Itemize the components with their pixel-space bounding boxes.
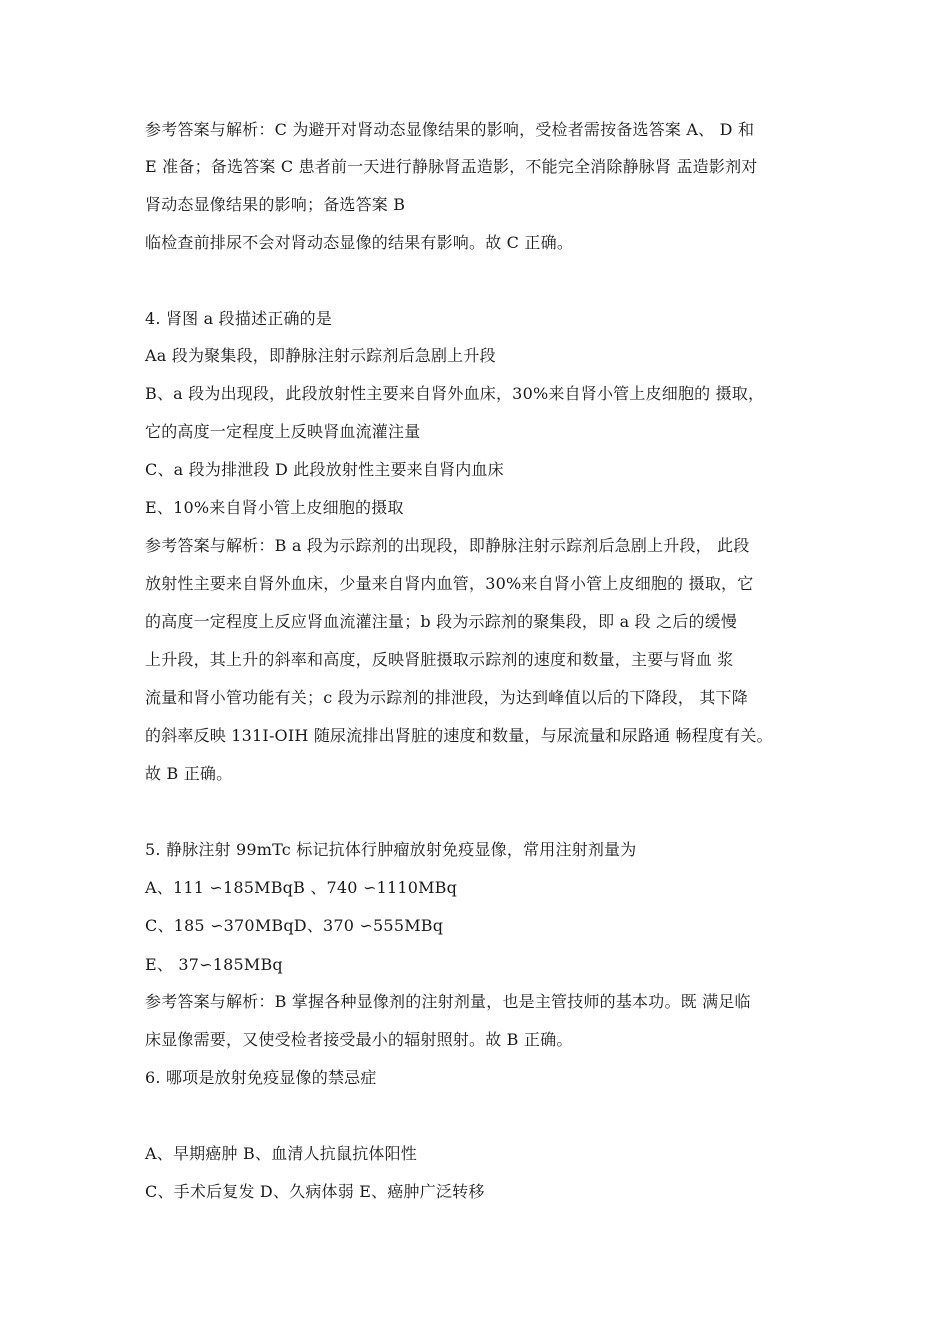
option-line: C、185 ∽370MBqD、370 ∽555MBq [145, 916, 444, 935]
option-line: C、手术后复发 D、久病体弱 E、癌肿广泛转移 [145, 1182, 485, 1201]
option-line: Aa 段为聚集段，即静脉注射示踪剂后急剧上升段 [145, 346, 496, 365]
question-title: 6. 哪项是放射免疫显像的禁忌症 [145, 1068, 377, 1087]
option-line: E、 37∽185MBq [145, 955, 283, 974]
text-line: 参考答案与解析：B a 段为示踪剂的出现段，即静脉注射示踪剂后急剧上升段， 此段 [145, 536, 750, 555]
text-line: 的斜率反映 131I-OIH 随尿流排出肾脏的速度和数量，与尿流量和尿路通 畅程度有关。 [145, 726, 773, 745]
text-line: 放射性主要来自肾外血床，少量来自肾内血管，30%来自肾小管上皮细胞的 摄取，它 [145, 574, 754, 593]
option-line: B、a 段为出现段，此段放射性主要来自肾外血床，30%来自肾小管上皮细胞的 摄取， [145, 384, 765, 403]
question-title: 4. 肾图 a 段描述正确的是 [145, 309, 333, 328]
text-line: 参考答案与解析：C 为避开对肾动态显像结果的影响，受检者需按备选答案 A、 D 和 [145, 120, 755, 139]
option-line: 它的高度一定程度上反映肾血流灌注量 [145, 422, 421, 441]
text-line: E 准备；备选答案 C 患者前一天进行静脉肾盂造影，不能完全消除静脉肾 盂造影剂对 [145, 157, 758, 176]
option-line: C、a 段为排泄段 D 此段放射性主要来自肾内血床 [145, 460, 504, 479]
text-line: 流量和肾小管功能有关；c 段为示踪剂的排泄段，为达到峰值以后的下降段， 其下降 [145, 688, 748, 707]
text-line: 肾动态显像结果的影响；备选答案 B [145, 195, 406, 214]
text-line: 参考答案与解析：B 掌握各种显像剂的注射剂量，也是主管技师的基本功。既 满足临 [145, 992, 751, 1011]
text-line: 的高度一定程度上反应肾血流灌注量；b 段为示踪剂的聚集段，即 a 段 之后的缓慢 [145, 612, 738, 631]
text-line: 临检查前排尿不会对肾动态显像的结果有影响。故 C 正确。 [145, 233, 574, 252]
text-line: 上升段，其上升的斜率和高度，反映肾脏摄取示踪剂的速度和数量，主要与肾血 浆 [145, 650, 734, 669]
text-line: 故 B 正确。 [145, 764, 233, 783]
option-line: E、10%来自肾小管上皮细胞的摄取 [145, 498, 404, 517]
option-line: A、111 ∽185MBqB 、740 ∽1110MBq [145, 878, 458, 897]
option-line: A、早期癌肿 B、血清人抗鼠抗体阳性 [145, 1144, 417, 1163]
question-title: 5. 静脉注射 99mTc 标记抗体行肿瘤放射免疫显像，常用注射剂量为 [145, 840, 637, 859]
text-line: 床显像需要，又使受检者接受最小的辐射照射。故 B 正确。 [145, 1030, 573, 1049]
